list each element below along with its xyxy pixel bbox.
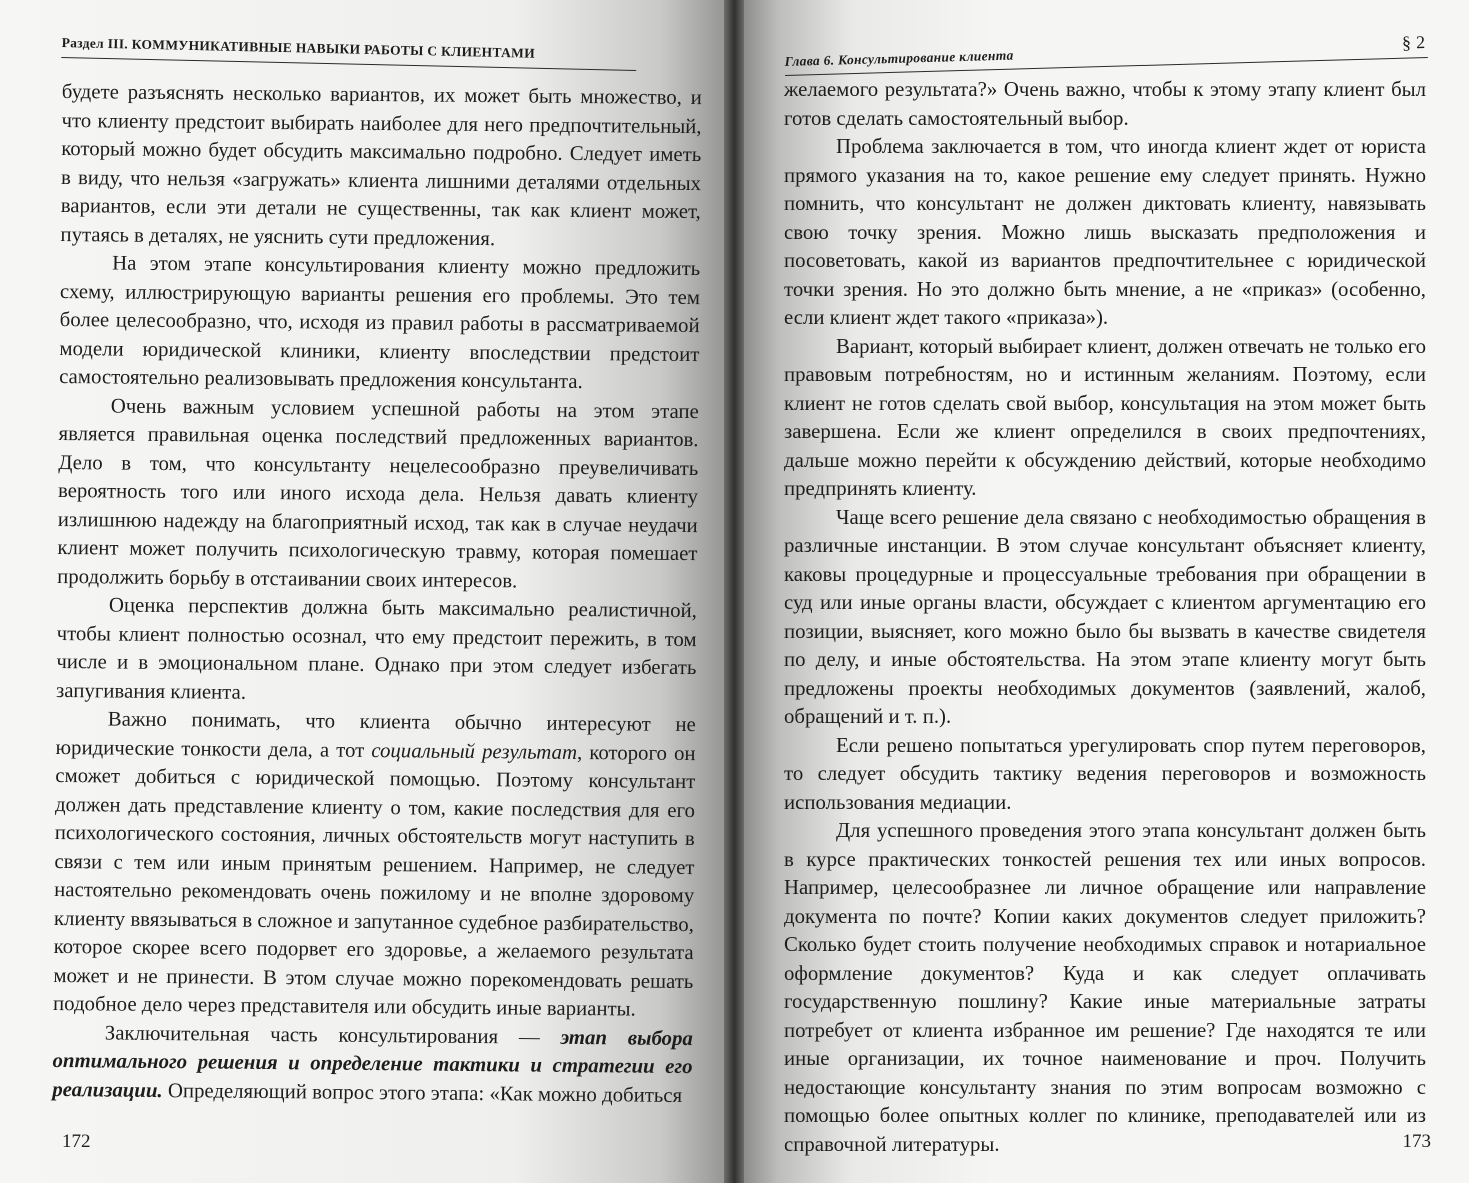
page-number-left: 172: [62, 1131, 91, 1152]
text-run: Определяющий вопрос этого этапа: «Как можно добиться: [162, 1078, 683, 1107]
paragraph: Проблема заключается в том, что иногда клиент ждет от юриста прямого указания на то, какое решение ему следует принять. Нужно помнить, что консультант не должен диктовать клиенту, навязывать свою точку зрения. Можно лишь высказать предположения и посоветовать, какой из вариантов предпочтительнее с юридической точки зрения. Но это должно быть мнение, а не «приказ» (особенно, если клиент ждет такого «приказа»).: [784, 135, 1426, 329]
page-number-right: 173: [1402, 1131, 1431, 1152]
paragraph: Для успешного проведения этого этапа консультант должен быть в курсе практических тонкостей решения тех или иных вопросов. Например, целесообразнее ли личное обращение или направление документа по почте? Копии каких документов следует приложить? Сколько будет стоить получение необходимых справок и нотариальное оформление документов? Куда и как следует оплачивать государственную пошлину? Какие иные материальные затраты потребует от клиента избранное им решение? Где находятся те или иные организации, их точное наименование и проч. Получить недостающие консультанту знания по этим вопросам возможно с помощью более опытных коллег по клинике, преподавателей или из справочной литературы.: [784, 819, 1426, 1156]
left-page: [0, 0, 734, 1183]
paragraph: Чаще всего решение дела связано с необходимостью обращения в различные инстанции. В этом случае консультант объясняет клиенту, каковы процедурные и процессуальные требования при обращении в суд или иные органы власти, обсуждает с клиентом аргументацию его позиции, выясняет, кого можно было бы вызвать в качестве свидетеля по делу, и иные обстоятельства. На этом этапе клиенту могут быть предложены проекты необходимых документов (заявлений, жалоб, обращений и т. п.).: [784, 505, 1426, 728]
text-run: Заключительная часть консультирования —: [104, 1020, 561, 1049]
paragraph: Очень важным условием успешной работы на этом этапе является правильная оценка последствий предложенных вариантов. Дело в том, что консультанту нецелесообразно преувеличивать вероятность того или иного исхода дела. Нельзя давать клиенту излишнюю надежду на благоприятный исход, так как в случае неудачи клиент может получить психологическую травму, которая помешает продолжить борьбу в отстаивании своих интересов.: [57, 393, 699, 592]
paragraph: будете разъяснять несколько вариантов, их может быть множество, и что клиенту предстоит выбирать наиболее для него предпочтительный, который можно будет обсудить максимально подробно. Следует иметь в виду, что нельзя «загружать» клиента лишними деталями отдельных вариантов, если эти детали не существенны, так как клиент может, путаясь в деталях, не уяснить сути предложения.: [60, 79, 702, 250]
paragraph: Вариант, который выбирает клиент, должен отвечать не только его правовым потребностям, но и истинным желаниям. Поэтому, если клиент не готов сделать свой выбор, консультация на этом может быть завершена. Если же клиент определился в своих предпочтениях, дальше можно перейти к обсуждению действий, которые необходимо предпринять клиенту.: [784, 334, 1426, 500]
chapter-title: Глава 6. Консультирование клиента: [784, 47, 1014, 69]
section-mark: § 2: [1401, 32, 1426, 53]
text-run: Важно понимать, что клиента обычно интересуют не юридические тонкости дела, а тот: [55, 707, 696, 762]
italic-term: социальный результат: [371, 738, 578, 764]
paragraph: желаемого результата?» Очень важно, чтобы к этому этапу клиент был готов сделать самостоятельный выбор.: [784, 78, 1426, 130]
text-run: , которого он сможет добиться с юридической помощью. Поэтому консультант должен дать представление клиенту о том, какие последствия для его психологического состояния, личных обстоятельств могут наступить в связи с тем или иным принятым решением. Например, не следует настоятельно рекомендовать очень пожилому и не вполне здоровому клиенту ввязываться в сложное и запутанное судебное разбирательство, которое скорее всего подорвет его здоровье, а желаемого результата может и не принести. В этом случае можно порекомендовать решать подобное дело через представителя или обсудить иные варианты.: [53, 740, 696, 1021]
running-head-left: [61, 28, 637, 71]
running-head-right: [784, 28, 1428, 76]
paragraph: Оценка перспектив должна быть максимально реалистичной, чтобы клиент полностью осознал, что ему предстоит пережить, в том числе и в эмоциональном плане. Однако при этом следует избегать запугивания клиента.: [56, 593, 698, 704]
left-body-text: [52, 78, 702, 1110]
paragraph: [52, 1018, 693, 1110]
right-page: [734, 0, 1469, 1183]
bold-italic-term: этап выбора оптимального решения и определение тактики и стратегии его реализации.: [52, 1025, 693, 1102]
book-gutter: [724, 0, 744, 1183]
paragraph: Если решено попытаться урегулировать спор путем переговоров, то следует обсудить тактику ведения переговоров и возможность использования медиации.: [784, 733, 1426, 814]
paragraph: На этом этапе консультирования клиенту можно предложить схему, иллюстрирующую варианты решения его проблемы. Это тем более целесообразно, что, исходя из правил работы в рассматриваемой модели юридической клиники, клиенту впоследствии предстоит самостоятельно реализовывать предложения консультанта.: [59, 251, 701, 394]
right-body-text: [784, 76, 1426, 1159]
section-title: Раздел III. КОММУНИКАТИВНЫЕ НАВЫКИ РАБОТЫ С КЛИЕНТАМИ: [61, 34, 536, 61]
paragraph: [53, 705, 696, 1025]
